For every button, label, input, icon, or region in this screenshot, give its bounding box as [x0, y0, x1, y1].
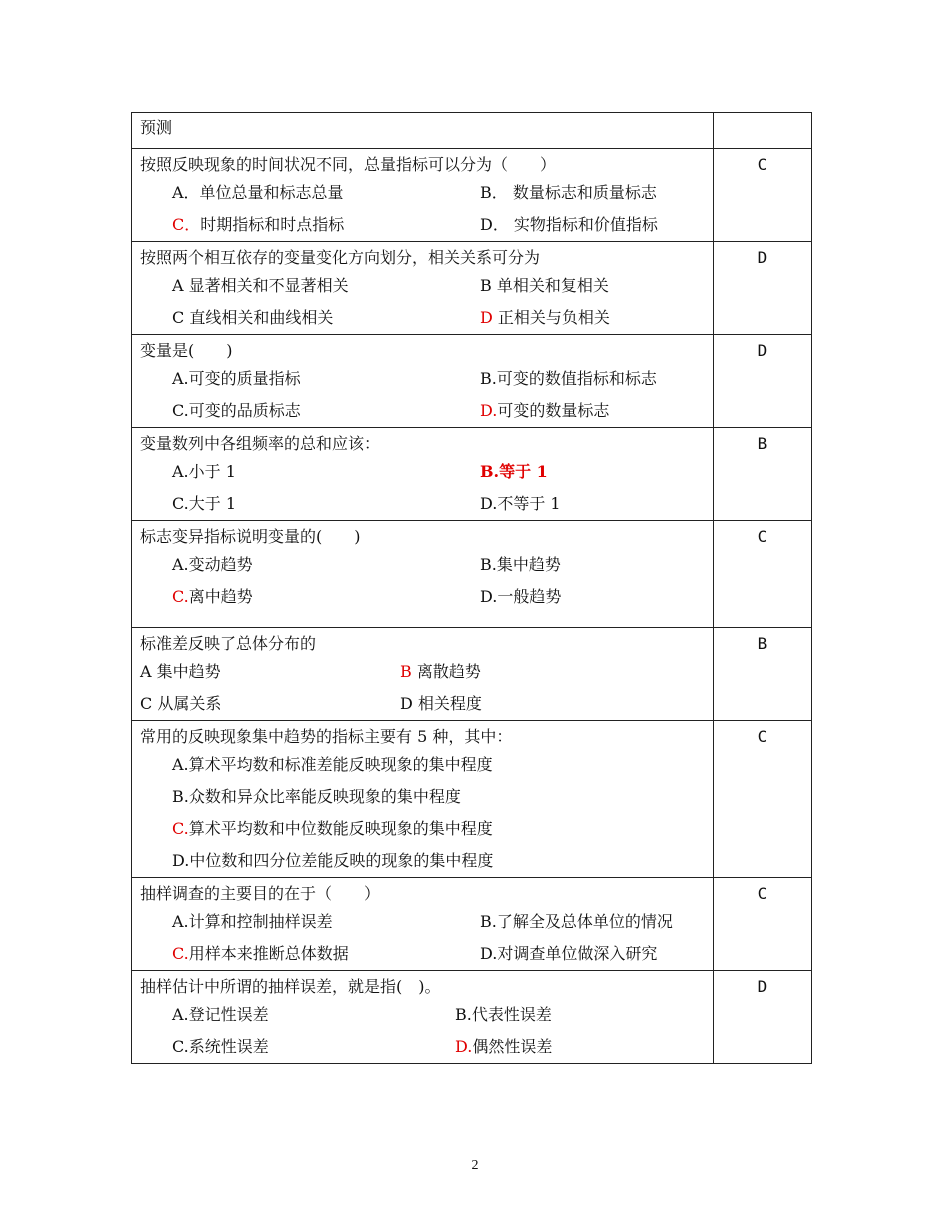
option-c: C.系统性误差 [172, 1037, 269, 1056]
option-row [140, 363, 705, 395]
option-a: A.计算和控制抽样误差 [172, 912, 333, 931]
question-row [132, 878, 812, 971]
option-a: A 集中趋势 [140, 662, 221, 681]
option-row [140, 302, 705, 334]
option-row [140, 270, 705, 302]
question-stem: 标志变异指标说明变量的( ) [140, 527, 361, 546]
option-b: B.代表性误差 [455, 1005, 552, 1024]
correct-option-letter: C． [172, 215, 201, 234]
question-stem: 变量是( ) [140, 341, 233, 360]
option-row [140, 813, 705, 845]
table-header-row [132, 113, 812, 149]
option-a: A.算术平均数和标准差能反映现象的集中程度 [172, 755, 493, 774]
option-row [140, 938, 705, 970]
option-c-text: 用样本来推断总体数据 [188, 944, 349, 963]
answer-cell: C [714, 721, 812, 878]
option-b: B.集中趋势 [480, 555, 561, 574]
correct-option-letter: C. [172, 819, 189, 838]
question-cell [132, 721, 714, 878]
correct-option-letter: D. [480, 401, 498, 420]
option-a: A.变动趋势 [172, 555, 253, 574]
question-stem: 抽样调查的主要目的在于（ ） [140, 884, 381, 903]
option-row [140, 749, 705, 781]
option-c-text: 算术平均数和中位数能反映现象的集中程度 [188, 819, 493, 838]
option-c [172, 938, 480, 970]
option-d: D 相关程度 [400, 694, 482, 713]
option-b-correct: B.等于 1 [480, 462, 548, 481]
option-row [140, 581, 705, 613]
option-d-text: 可变的数量标志 [497, 401, 610, 420]
question-cell [132, 521, 714, 628]
question-cell [132, 628, 714, 721]
answer-cell: D [714, 242, 812, 335]
option-d: D.中位数和四分位差能反映的现象的集中程度 [172, 851, 494, 870]
option-row [140, 656, 705, 688]
question-stem: 按照反映现象的时间状况不同，总量指标可以分为（ ） [140, 155, 557, 174]
option-row [140, 177, 705, 209]
question-cell [132, 428, 714, 521]
correct-option-letter: C. [172, 944, 189, 963]
option-b-text: 离散趋势 [411, 662, 481, 681]
question-stem: 抽样估计中所谓的抽样误差，就是指( )。 [140, 977, 441, 996]
option-c [172, 209, 480, 241]
question-cell [132, 878, 714, 971]
option-c [172, 813, 493, 845]
option-row [140, 456, 705, 488]
question-cell [132, 149, 714, 242]
question-row [132, 521, 812, 628]
question-row [132, 971, 812, 1064]
option-row [140, 999, 705, 1031]
option-d-text: 正相关与负相关 [492, 308, 610, 327]
question-table-container [131, 112, 811, 1064]
option-a: A．单位总量和标志总量 [172, 183, 344, 202]
option-c: C.大于 1 [172, 494, 237, 513]
option-row [140, 688, 705, 720]
option-b: B.众数和异众比率能反映现象的集中程度 [172, 787, 461, 806]
option-a: A.可变的质量指标 [172, 369, 301, 388]
question-row [132, 628, 812, 721]
correct-option-letter: C. [172, 587, 189, 606]
answer-cell: B [714, 428, 812, 521]
question-stem: 变量数列中各组频率的总和应该： [140, 434, 381, 453]
answer-cell: B [714, 628, 812, 721]
question-row [132, 721, 812, 878]
answer-cell: C [714, 878, 812, 971]
option-row [140, 845, 705, 877]
option-row [140, 209, 705, 241]
option-d: D.对调查单位做深入研究 [480, 944, 658, 963]
section-title-cell [132, 113, 714, 149]
option-b [400, 656, 481, 688]
option-b: B 单相关和复相关 [480, 276, 609, 295]
option-a: A.登记性误差 [172, 1005, 269, 1024]
option-row [140, 395, 705, 427]
question-row [132, 242, 812, 335]
option-d [480, 302, 610, 334]
option-c-text: 时期指标和时点指标 [200, 215, 345, 234]
question-cell [132, 335, 714, 428]
option-d: D.一般趋势 [480, 587, 562, 606]
question-stem: 常用的反映现象集中趋势的指标主要有 5 种，其中： [140, 727, 513, 746]
question-stem: 标准差反映了总体分布的 [140, 634, 317, 653]
option-d [455, 1031, 552, 1063]
option-d: D． 实物指标和价值指标 [480, 215, 658, 234]
question-row [132, 335, 812, 428]
header-answer-cell [714, 113, 812, 149]
option-a: A 显著相关和不显著相关 [172, 276, 349, 295]
correct-option-letter: B [400, 662, 412, 681]
correct-option-letter: D. [455, 1037, 473, 1056]
answer-cell: D [714, 971, 812, 1064]
option-d-text: 偶然性误差 [472, 1037, 553, 1056]
option-row [140, 906, 705, 938]
page-number: 2 [471, 1158, 479, 1173]
answer-cell: D [714, 335, 812, 428]
question-table [131, 112, 812, 1064]
option-d [480, 395, 609, 427]
option-c-text: 离中趋势 [188, 587, 253, 606]
question-stem: 按照两个相互依存的变量变化方向划分，相关关系可分为 [140, 248, 541, 267]
question-row [132, 428, 812, 521]
section-title: 预测 [140, 118, 173, 137]
option-row [140, 549, 705, 581]
correct-option-letter: D [480, 308, 493, 327]
option-c: C 从属关系 [140, 694, 222, 713]
option-row [140, 488, 705, 520]
option-c: C.可变的品质标志 [172, 401, 301, 420]
option-b: B． 数量标志和质量标志 [480, 183, 657, 202]
option-a: A.小于 1 [172, 462, 236, 481]
option-c [172, 581, 480, 613]
option-row [140, 781, 705, 813]
option-b: B.了解全及总体单位的情况 [480, 912, 673, 931]
option-row [140, 1031, 705, 1063]
option-d: D.不等于 1 [480, 494, 561, 513]
option-b: B.可变的数值指标和标志 [480, 369, 657, 388]
answer-cell: C [714, 149, 812, 242]
question-cell [132, 242, 714, 335]
question-cell [132, 971, 714, 1064]
answer-cell: C [714, 521, 812, 628]
question-row [132, 149, 812, 242]
option-c: C 直线相关和曲线相关 [172, 308, 334, 327]
